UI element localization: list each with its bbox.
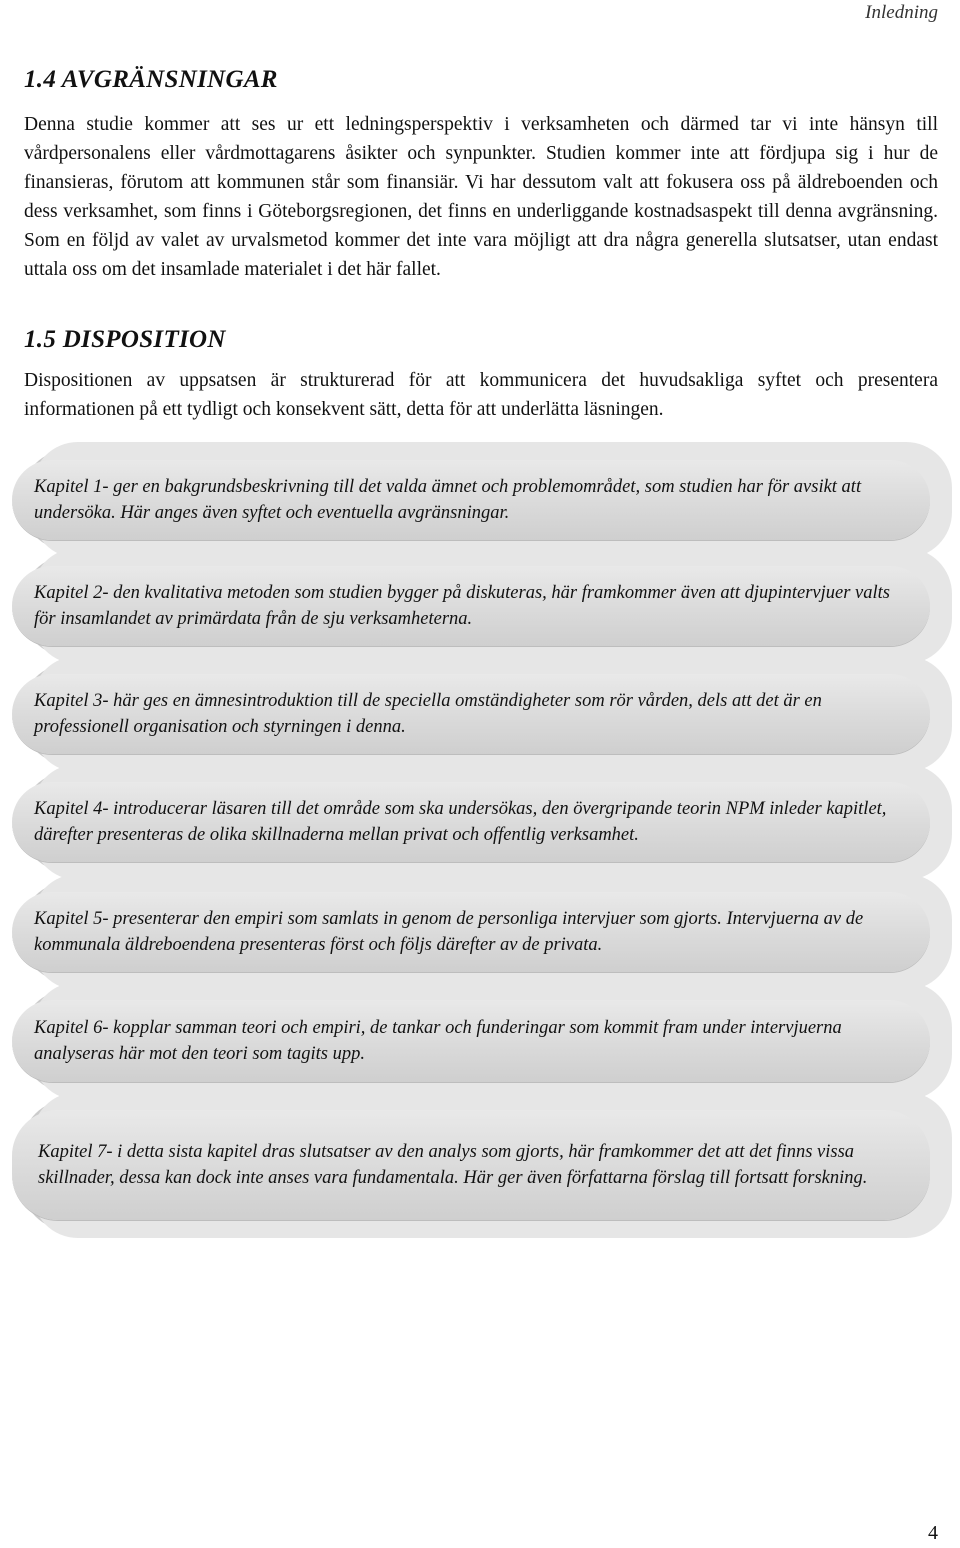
running-header: Inledning — [865, 2, 938, 23]
section-heading: 1.4 AVGRÄNSNINGAR — [24, 66, 278, 93]
chapter-text: Kapitel 5- presenterar den empiri som samlats in genom de personliga intervjuer som gjorts. Intervjuerna av de kommunala äldreboendena presenteras först och följs därefter av de privata. — [34, 909, 864, 955]
chapter-text: Kapitel 2- den kvalitativa metoden som studien bygger på diskuteras, här framkommer även att djupintervjuer valts för insamlandet av primärdata från de sju verksamheterna. — [34, 583, 890, 629]
section-heading: 1.5 DISPOSITION — [24, 326, 226, 353]
chapter-text: Kapitel 3- här ges en ämnesintroduktion till de speciella omständigheter som rör vården, dels att det är en professionell organisation och styrningen i denna. — [34, 691, 822, 737]
chapter-box-7 — [12, 1110, 930, 1220]
section-body: Denna studie kommer att ses ur ett ledningsperspektiv i verksamheten och därmed tar vi inte hänsyn till vårdpersonalens eller vårdmottagarens åsikter och synpunkter. Studien kommer inte att fördjupa sig i hur de finansieras, förutom att kommunen står som finansiär. Vi har dessutom valt att fokusera oss på äldreboenden och dess verksamhet, som finns i Göteborgsregionen, det finns en underliggande kostnadsaspekt till denna avgränsning. Som en följd av valet av urvalsmetod kommer det inte vara möjligt att dra några generella slutsatser, utan endast uttala oss om det insamlade materialet i det här fallet. — [24, 114, 938, 280]
chapter-text: Kapitel 7- i detta sista kapitel dras slutsatser av den analys som gjorts, här framkommer det att det finns vissa skillnader, dessa kan dock inte anses vara fundamentala. Här ger även författarna förslag till fortsatt forskning. — [38, 1142, 868, 1188]
section-body: Dispositionen av uppsatsen är strukturerad för att kommunicera det huvudsakliga syftet och presentera informationen på ett tydligt och konsekvent sätt, detta för att underlätta läsningen. — [24, 370, 938, 420]
chapter-box-3 — [12, 674, 930, 754]
page-number: 4 — [928, 1522, 938, 1544]
chapter-box-1 — [12, 460, 930, 540]
chapter-text: Kapitel 6- kopplar samman teori och empiri, de tankar och funderingar som kommit fram under intervjuerna analyseras här mot den teori som tagits upp. — [34, 1018, 842, 1064]
chapter-box-6 — [12, 1000, 930, 1082]
chapter-box-5 — [12, 892, 930, 972]
chapter-text: Kapitel 4- introducerar läsaren till det område som ska undersökas, den övergripande teorin NPM inleder kapitlet, därefter presenteras de olika skillnaderna mellan privat och offentlig verksamhet. — [34, 799, 887, 845]
chapter-box-2 — [12, 566, 930, 646]
chapter-box-4 — [12, 782, 930, 862]
chapter-text: Kapitel 1- ger en bakgrundsbeskrivning till det valda ämnet och problemområdet, som studien har för avsikt att undersöka. Här anges även syftet och eventuella avgränsningar. — [34, 477, 862, 523]
